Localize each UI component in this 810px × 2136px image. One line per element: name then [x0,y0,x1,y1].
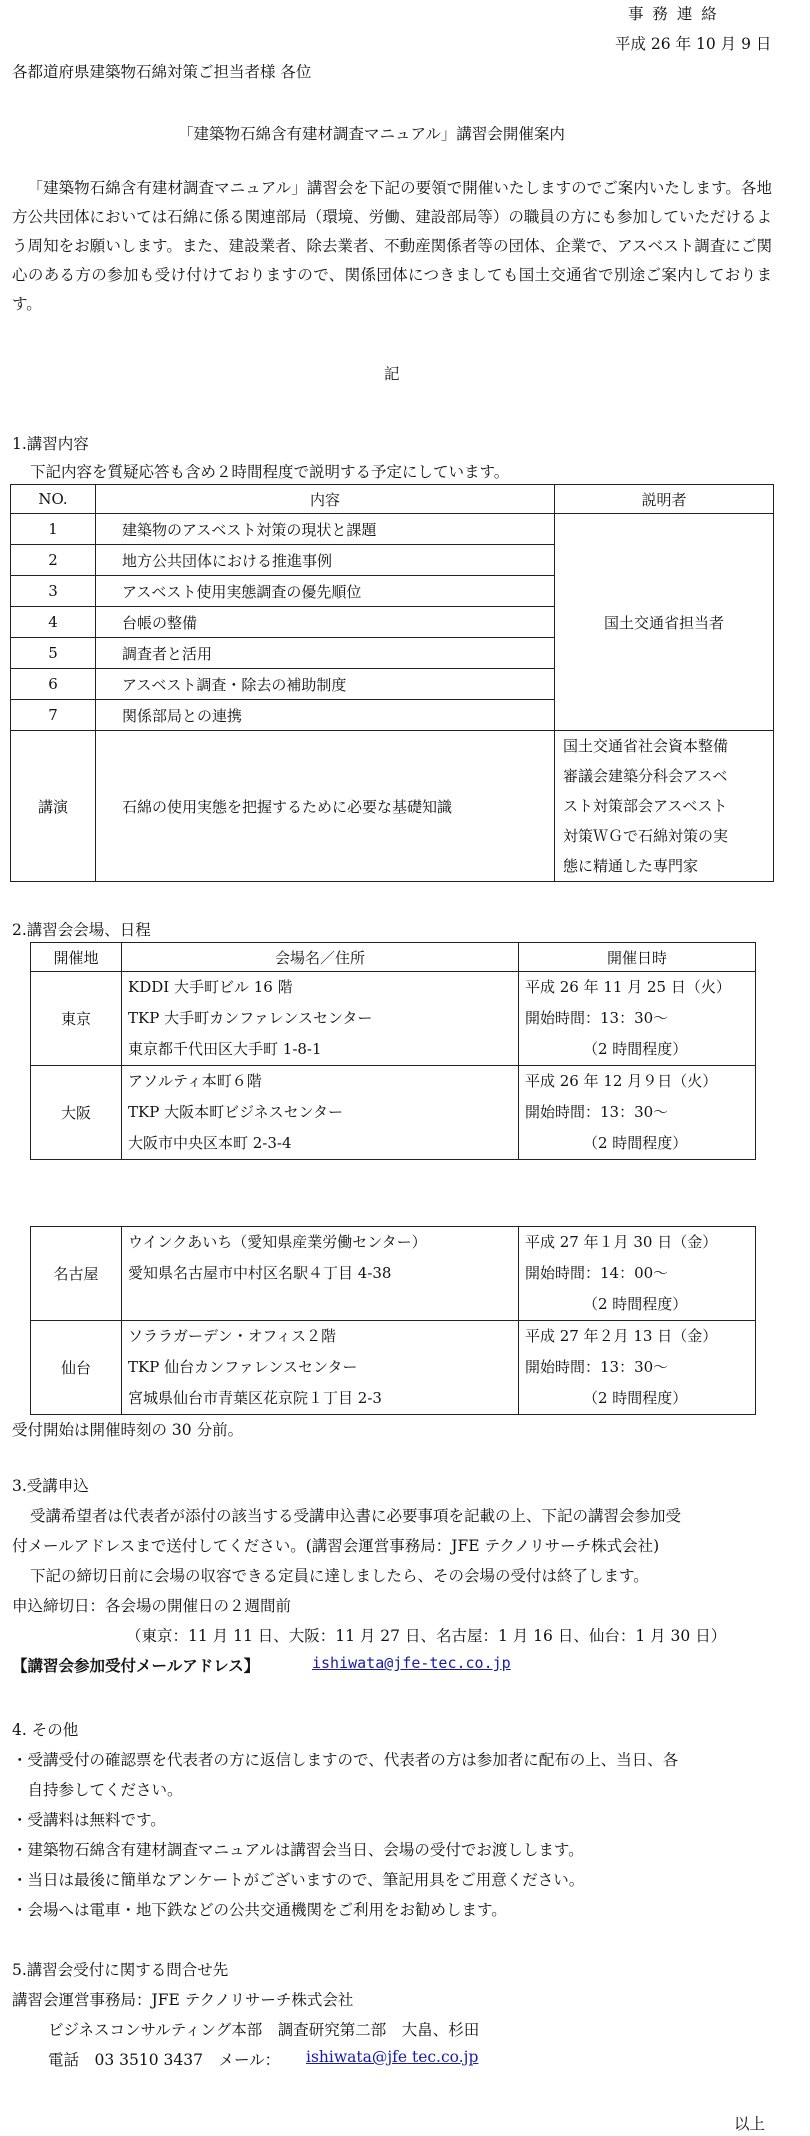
section3-line3: 下記の締切日前に会場の収容できる定員に達しましたら、その会場の受付は終了します。 [30,1567,649,1585]
document-date: 平成 26 年 10 月 9 日 [615,35,772,53]
contact-dept: ビジネスコンサルティング本部 調査研究第二部 大畠、杉田 [48,2021,480,2039]
venue-schedule [519,1321,756,1415]
venue-address [122,1066,519,1160]
reception-note: 受付開始は開催時刻の 30 分前。 [12,1421,244,1439]
deadline-detail: （東京：11 月 11 日、大阪：11 月 27 日、名古屋：1 月 16 日、仙台：1 月 30 日） [126,1627,727,1645]
col-header-presenter: 説明者 [555,485,774,514]
presenter-line: 国土交通省社会資本整備 [563,737,729,755]
section3-heading: 3.受講申込 [12,1477,89,1495]
schedule-line: 開始時間：13：30～ [525,1009,669,1027]
venue-row [31,1321,756,1415]
row-content: 関係部局との連携 [96,700,555,731]
schedule-line: 平成 26 年 12 月９日（火） [525,1072,718,1090]
other-bullet: ・会場へは電車・地下鉄などの公共交通機関をご利用をお勧めします。 [12,1901,507,1919]
row-content: 建築物のアスベスト対策の現状と課題 [96,514,555,545]
section1-note: 下記内容を質疑応答も含め２時間程度で説明する予定にしています。 [30,463,510,481]
row-no: 4 [11,607,96,638]
other-bullet: 自持参してください。 [12,1781,183,1799]
venue-city: 東京 [31,972,122,1066]
venue-address [122,1321,519,1415]
venue-line: ソララガーデン・オフィス２階 [128,1327,337,1345]
schedule-line: 開始時間：13：30～ [525,1358,669,1376]
lecture-content-table [10,484,774,882]
section1-heading: 1.講習内容 [12,435,89,453]
venue-line: 宮城県仙台市青葉区花京院１丁目 2-3 [128,1389,382,1407]
section3-line2: 付メールアドレスまで送付してください。(講習会運営事務局：JFE テクノリサーチ株式会社) [12,1537,660,1555]
schedule-line: 平成 27 年１月 30 日（金） [525,1233,718,1251]
intro-paragraph: 「建築物石綿含有建材調査マニュアル」講習会を下記の要領で開催いたしますのでご案内いたします。各地方公共団体においては石綿に係る関連部局（環境、労働、建設部局等）の職員の方にも参加していただけるよう周知をお願いします。また、建設業者、除去業者、不動産関係者等の団体、企業で、アスベスト調査にご関心のある方の参加も受け付けておりますので、関係団体につきましても国土交通省で別途ご案内しております。 [12,179,772,313]
row-content: 地方公共団体における推進事例 [96,545,555,576]
col-header-city: 開催地 [31,943,122,972]
venue-line: 東京都千代田区大手町 1-8-1 [128,1040,322,1058]
row-no: 1 [11,514,96,545]
row-content: 調査者と活用 [96,638,555,669]
schedule-line: 平成 27 年２月 13 日（金） [525,1327,718,1345]
venue-table-1 [30,942,756,1160]
row-no: 5 [11,638,96,669]
table-row [11,514,774,545]
row-no: 6 [11,669,96,700]
presenter-cell: 国土交通省担当者 [555,514,774,731]
venue-line: 大阪市中央区本町 2-3-4 [128,1134,292,1152]
venue-line [128,1289,512,1320]
venue-address [122,1227,519,1321]
presenter-line: スト対策部会アスベスト [563,797,728,815]
contact-office: 講習会運営事務局：JFE テクノリサーチ株式会社 [12,1991,354,2009]
venue-line: TKP 大阪本町ビジネスセンター [128,1103,344,1121]
venue-line: 愛知県名古屋市中村区名駅４丁目 4-38 [128,1264,392,1282]
schedule-line: 開始時間：13：30～ [525,1103,669,1121]
lecture-presenter [555,731,774,882]
col-header-venue: 会場名／住所 [122,943,519,972]
document-title: 「建築物石綿含有建材調査マニュアル」講習会開催案内 [178,125,565,143]
section3-line1: 受講希望者は代表者が添付の該当する受講申込書に必要事項を記載の上、下記の講習会参加受 [30,1507,682,1525]
venue-line: ウインクあいち（愛知県産業労働センター） [128,1233,427,1251]
row-no: 3 [11,576,96,607]
col-header-content: 内容 [96,485,555,514]
other-bullet: ・受講料は無料です。 [12,1811,166,1829]
contact-email-link[interactable]: ishiwata@jfe tec.co.jp [306,2048,479,2066]
venue-address [122,972,519,1066]
col-header-no: NO. [11,485,96,514]
venue-schedule [519,1066,756,1160]
ki-marker: 記 [384,365,400,383]
presenter-line: 態に精通した専門家 [563,857,699,875]
other-bullet: ・受講受付の確認票を代表者の方に返信しますので、代表者の方は参加者に配布の上、当日、各 [12,1751,679,1769]
schedule-line: 平成 26 年 11 月 25 日（火） [525,978,731,996]
venue-line: アソルティ本町６階 [128,1072,262,1090]
venue-line: TKP 仙台カンファレンスセンター [128,1358,358,1376]
venue-city: 仙台 [31,1321,122,1415]
venue-city: 名古屋 [31,1227,122,1321]
row-content: アスベスト調査・除去の補助制度 [96,669,555,700]
venue-line: KDDI 大手町ビル 16 階 [128,978,293,996]
section5-heading: 5.講習会受付に関する問合せ先 [12,1961,229,1979]
col-header-schedule: 開催日時 [519,943,756,972]
closing-mark: 以上 [734,2115,766,2133]
schedule-line: （2 時間程度） [583,1389,688,1407]
section2-heading: 2.講習会会場、日程 [12,921,151,939]
schedule-line: （2 時間程度） [583,1134,688,1152]
deadline-line: 申込締切日：各会場の開催日の２週間前 [12,1597,292,1615]
email-label: 【講習会参加受付メールアドレス】 [12,1656,260,1675]
table-row-lecture [11,731,774,882]
venue-row [31,1066,756,1160]
venue-schedule [519,1227,756,1321]
venue-schedule [519,972,756,1066]
row-content: 台帳の整備 [96,607,555,638]
venue-line: TKP 大手町カンファレンスセンター [128,1009,373,1027]
venue-table-2 [30,1226,756,1415]
row-no: 2 [11,545,96,576]
doc-type-label: 事 務 連 絡 [628,5,719,23]
schedule-line: （2 時間程度） [583,1040,688,1058]
section4-heading: 4. その他 [12,1721,79,1739]
venue-row [31,1227,756,1321]
row-no: 7 [11,700,96,731]
venue-row [31,972,756,1066]
registration-email-link[interactable]: ishiwata@jfe-tec.co.jp [312,1654,511,1672]
lecture-content: 石綿の使用実態を把握するために必要な基礎知識 [96,731,555,882]
schedule-line: （2 時間程度） [583,1295,688,1313]
other-bullet: ・当日は最後に簡単なアンケートがございますので、筆記用具をご用意ください。 [12,1871,585,1889]
presenter-line: 審議会建築分科会アスベ [563,767,728,785]
other-bullet: ・建築物石綿含有建材調査マニュアルは講習会当日、会場の受付でお渡しします。 [12,1841,584,1859]
schedule-line: 開始時間：14：00～ [525,1264,669,1282]
venue-city: 大阪 [31,1066,122,1160]
presenter-line: 対策ＷＧで石綿対策の実 [563,827,729,845]
contact-phone: 電話 03 3510 3437 メール： [48,2051,281,2069]
recipient-line: 各都道府県建築物石綿対策ご担当者様 各位 [12,63,312,81]
row-content: アスベスト使用実態調査の優先順位 [96,576,555,607]
lecture-label: 講演 [11,731,96,882]
